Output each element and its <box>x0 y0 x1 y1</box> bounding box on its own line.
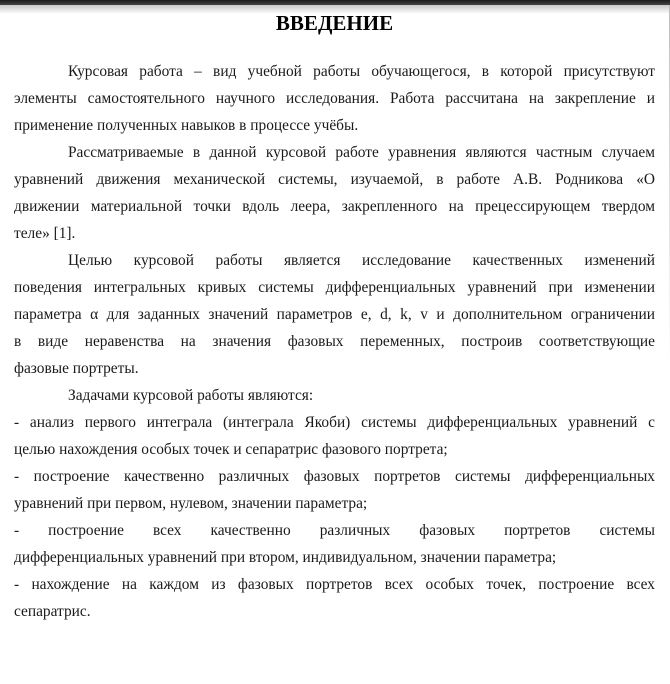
text-line: Задачами курсовой работы являются: <box>68 387 314 404</box>
text-line: Курсовая работа – вид учебной работы обучающегося, в которой присутствуют <box>68 63 655 80</box>
text-line: сепаратрис. <box>14 603 91 620</box>
document-heading: ВВЕДЕНИЕ <box>275 11 394 35</box>
text-line: фазовые портреты. <box>14 360 139 377</box>
text-line: целью нахождения особых точек и сепаратрис фазового портрета; <box>14 441 448 458</box>
text-line: параметра α для заданных значений параметров e, d, k, v и дополнительном ограничении <box>14 306 655 323</box>
text-line: - построение всех качественно различных фазовых портретов системы <box>14 522 655 539</box>
paragraph <box>14 382 655 409</box>
text-line: элементы самостоятельного научного исследования. Работа рассчитана на закрепление и <box>14 90 655 107</box>
text-line: Целью курсовой работы является исследование качественных изменений <box>68 252 655 269</box>
text-line: уравнений движения механической системы, изучаемой, в работе А.В. Родникова «О <box>14 171 655 188</box>
text-line: - построение качественно различных фазовых портретов системы дифференциальных <box>14 468 655 485</box>
text-line: уравнений при первом, нулевом, значении параметра; <box>14 495 368 512</box>
paragraph <box>14 463 655 517</box>
text-line: в виде неравенства на значения фазовых переменных, построив соответствующие <box>14 333 655 350</box>
text-line: поведения интегральных кривых системы дифференциальных уравнений при изменении <box>14 279 655 296</box>
text-line: движении материальной точки вдоль леера, закрепленного на прецессирующем твердом <box>14 198 655 215</box>
paragraph <box>14 517 655 571</box>
text-line: Рассматриваемые в данной курсовой работе уравнения являются частным случаем <box>68 144 655 161</box>
text-line: дифференциальных уравнений при втором, индивидуальном, значении параметра; <box>14 549 557 566</box>
paragraph <box>14 409 655 463</box>
paragraph <box>14 58 655 139</box>
paragraph <box>14 139 655 247</box>
text-line: применение полученных навыков в процессе учёбы. <box>14 117 359 134</box>
paragraph <box>14 247 655 382</box>
text-line: - нахождение на каждом из фазовых портретов всех особых точек, построение всех <box>14 576 655 593</box>
document-body <box>14 58 655 625</box>
paragraph <box>14 571 655 625</box>
text-line: теле» [1]. <box>14 225 76 242</box>
text-line: - анализ первого интеграла (интеграла Якоби) системы дифференциальных уравнений с <box>14 414 655 431</box>
